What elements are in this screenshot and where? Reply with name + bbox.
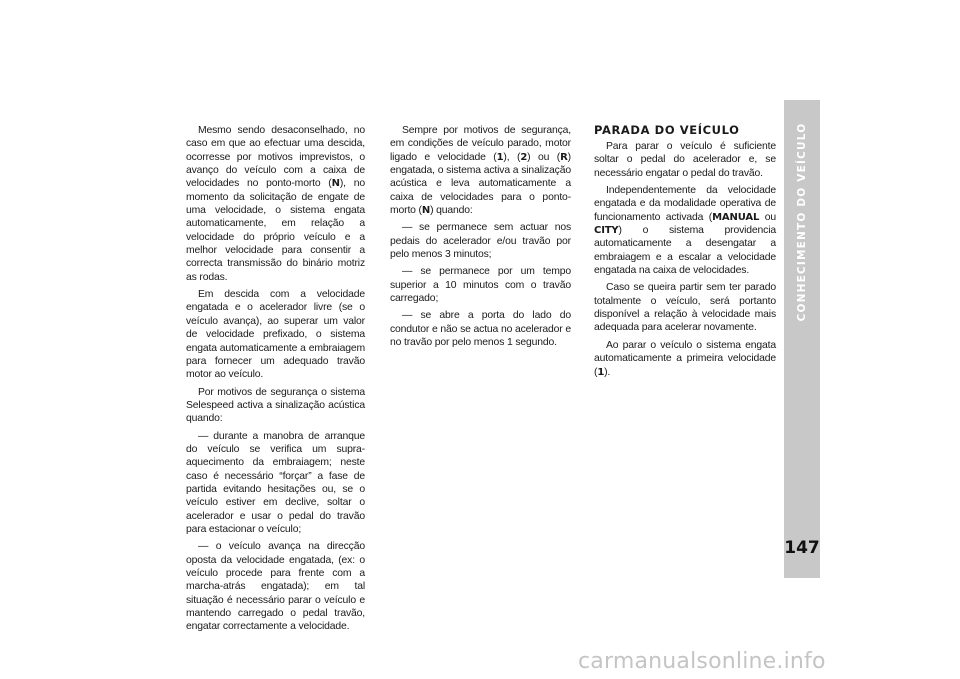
gear-1: 1: [496, 151, 504, 163]
text-column-2: [390, 124, 571, 354]
text-column-1: [186, 124, 365, 638]
gear-n: N: [421, 205, 431, 217]
paragraph-engine-brake: Em descida com a velocidade engatada e o acelerador livre (se o veículo avança), ao superar um valor de velocidade prefixado, o sistema engata automaticamente a embraiagem para fornecer um adequado travão motor ao veículo.: [186, 289, 365, 381]
paragraph-neutral-descent: Mesmo sendo desaconselhado, no caso em que ao efectuar uma descida, ocorresse por motivos imprevistos, o avanço do veículo com a caixa de velocidades no ponto-morto (N), no momento da solicitação de engate de uma velocidade, o sistema engata automaticamente, em relação a velocidade do próprio veículo e a melhor velocidade para consentir a correcta transmissão do binário motriz as rodas.: [186, 125, 365, 283]
list-item-clutch-overheat: — durante a manobra de arranque do veículo se verifica um supra-aquecimento da embraiagem; neste caso é necessário “forçar” a fase de partida evitando hesitações ou, se o veículo estiver em declive, soltar o acelerador e usar o pedal do travão para estacionar o veículo;: [186, 430, 365, 535]
paragraph-restart: Caso se queira partir sem ter parado totalmente o veículo, será portanto disponível a relação à velocidade mais adequada para acelerar novamente.: [594, 282, 776, 334]
gear-n: N: [331, 178, 340, 190]
paragraph-stopping: Para parar o veículo é suficiente soltar o pedal do acelerador e, se necessário engatar o pedal do travão.: [594, 141, 776, 179]
list-item-brake-held: — se permanece por um tempo superior a 10 minutos com o travão carregado;: [390, 266, 571, 305]
list-item-no-pedals: — se permanece sem actuar nos pedais do acelerador e/ou travão por pelo menos 3 minutos;: [390, 222, 571, 261]
paragraph-acoustic-signal: Por motivos de segurança o sistema Selespeed activa a sinalização acústica quando:: [186, 386, 365, 425]
page-number: 147: [784, 538, 820, 558]
mode-manual: MANUAL: [712, 211, 760, 223]
text-column-3: [594, 124, 776, 383]
gear-r: R: [560, 151, 568, 163]
list-item-door-open: — se abre a porta do lado do condutor e não se actua no acelerador e no travão por pelo menos 1 segundo.: [390, 310, 571, 349]
paragraph-first-gear: Ao parar o veículo o sistema engata automaticamente a primeira velocidade (1).: [594, 339, 776, 378]
paragraph-auto-clutch: Independentemente da velocidade engatada e da modalidade operativa de funcionamento activada (MANUAL ou CITY) o sistema providencia automaticamente a desengatar a embraiagem e a escalar a velocidade engatada na caixa de velocidades.: [594, 185, 776, 277]
gear-1: 1: [597, 366, 605, 378]
gear-2: 2: [520, 151, 528, 163]
list-item-opposite-direction: — o veículo avança na direcção oposta da velocidade engatada, (ex: o veículo procede para frente com a marcha-atrás engatada); em tal situação é necessário parar o veículo e mantendo carregado o pedal travão, engatar correctamente a velocidade.: [186, 541, 365, 633]
watermark: carmanualsonline.info: [578, 647, 958, 677]
mode-city: CITY: [594, 225, 619, 237]
section-heading: PARADA DO VEÍCULO: [594, 123, 740, 137]
paragraph-safety-stopped: Sempre por motivos de segurança, em condições de veículo parado, motor ligado e velocidade (1), (2) ou (R) engatada, o sistema activa a sinalização acústica e leva automaticamente a caixa de velocidades para o ponto-morto (N) quando:: [390, 125, 571, 217]
section-label: CONHECIMENTO DO VEÍCULO: [796, 122, 808, 322]
